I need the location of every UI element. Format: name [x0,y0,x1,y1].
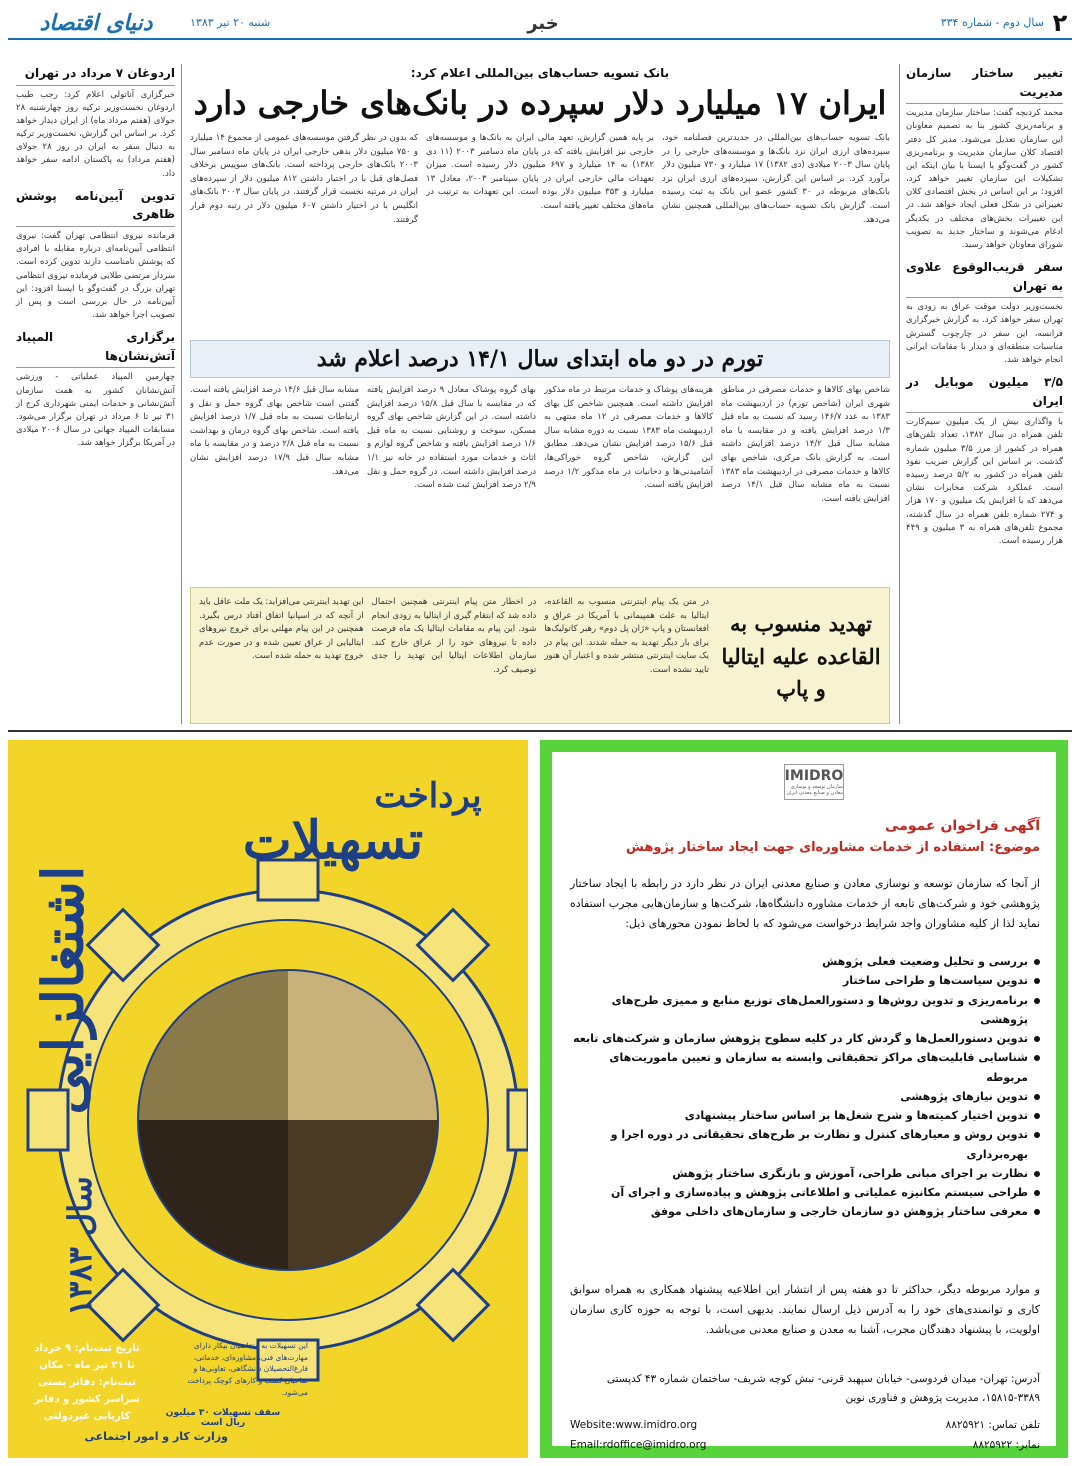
news-title: برگزاری المپیاد آتش‌نشان‌ها [16,328,175,368]
bullet-icon [1034,1113,1040,1119]
inflation-column: هزینه‌های پوشاک و خدمات مرتبط در ماه مذکور افزایش داشته است. همچنین شاخص کل بهای کالاها و خدمات مصرفی در ۱۲ ماه منتهی به اردیبهشت ماه ۱۳۸۳ نسبت به دوره مشابه سال قبل ۱۵/۶ درصد افزایش نشان می‌دهد. مطابق این گزارش، شاخص گروه خوراکی‌ها، آشامیدنی‌ها و دخانیات در ماه مذکور ۱/۲ درصد افزایش یافته است. [544,385,713,491]
list-item [570,1087,1040,1106]
news-body: خبرگزاری آناتولی اعلام کرد: رجب طیب اردوغان نخست‌وزیر ترکیه روز چهارشنبه ۲۸ جولای (هفتم مرداد ماه) از ایران دیدار خواهد کرد. بر اساس این گزارش، نخست‌وزیر ترکیه به دنبال سفر به ایران در روز ۲۸ جولای (هفتم مرداد) به پاکستان ادامه سفر خواهد داد. [16,89,175,179]
ad-title: آگهی فراخوان عمومی [885,818,1040,834]
ad-vertical-text: اشتغالزایی [31,865,97,1115]
threat-headline: تهدید منسوب به القاعده علیه ایتالیا و پاپ [721,611,881,702]
news-body: محمد کردبچه گفت: ساختار سازمان مدیریت و برنامه‌ریزی کشور بنا به تصمیم معاونان این سازمان تعدیل می‌شود. مدیر کل دفتر اقتصاد کلان سازمان مدیریت و برنامه‌ریزی کشور در گفت‌وگو با ایسنا با بیان اینکه این تشکیلات این سازمان تغییر خواهد کرد، افزود: بر این اساس در بخش اقتصادی کلان تغییراتی در شکل فعلی ایجاد خواهد شد. در این تغییرات بخش‌های مختلف در یکدیگر ادغام می‌شوند و ساختار جدید به تصویب شورای معاونان خواهد رسید. [906,108,1063,250]
list-item-text: نظارت بر اجرای مبانی طراحی، آموزش و بازنگری ساختار پژوهش [672,1166,1028,1180]
ad-fax: نمابر: ۸۸۲۵۹۲۲ [972,1438,1040,1451]
list-item [570,952,1040,971]
news-title: سفر قریب‌الوقوع علاوی به تهران [906,258,1063,298]
news-title: اردوغان ۷ مرداد در تهران [16,64,175,86]
list-item [570,1202,1040,1221]
bullet-icon [1034,1190,1040,1196]
inflation-column: بهای گروه پوشاک معادل ۹ درصد افزایش یافته که در مقایسه با سال قبل ۱۵/۸ درصد افزایش داشته است. در این گزارش شاخص بهای گروه مسکن، سوخت و روشنایی نسبت به ماه قبل ۱/۶ درصد افزایش یافته و شاخص گروه لوازم و اثاث و خدمات مورد استفاده در خانه نیز ۱/۱ درصد افزایش داشته است. در گروه حمل و نقل ۲/۹ درصد افزایش ثبت شده است. [367,385,536,491]
ad-subject: موضوع: استفاده از خدمات مشاوره‌ای جهت ایجاد ساختار پژوهش [625,840,1040,855]
list-item [570,1164,1040,1183]
bullet-icon [1034,978,1040,984]
issue-series: سال دوم - شماره ۳۳۴ [940,16,1044,29]
lead-column: بر پایه همین گزارش، تعهد مالی ایران به بانک‌ها و موسسه‌های خارجی نیز افزایش یافته که در پایان ماه دسامبر ۲۰۰۳ (۱۱ دی ۱۳۸۲) به ۱۴ میلیارد و ۶۹۷ میلیون دلار رسیده است. میزان تعهدات مالی خارجی ایران در پایان سپتامبر ۲۰۰۳، معادل ۱۳ میلیارد و ۳۵۳ میلیون دلار بوده است. این تعهدات به ترتیب در ماه‌های مختلف تغییر یافته است. [426,133,654,211]
bullet-icon [1034,1171,1040,1177]
ad-outro: و موارد مربوطه دیگر، حداکثر تا دو هفته پس از انتشار این اطلاعیه پیشنهاد همکاری به همراه سوابق کاری و توانمندی‌های خود را به آدرس ذیل ارسال نمایند. بدیهی است، با توجه به حوزه کاری سازمان اولویت، با پیشنهاد دهندگان مجرب، آشنا به معدن و صنایع معدنی می‌باشد. [570,1283,1040,1336]
ad-ministry: وزارت کار و امور اجتماعی [84,1430,228,1443]
list-item-text: تدوین نیازهای پژوهشی [900,1089,1028,1103]
ad-amount: سقف تسهیلات ۳۰ میلیون ریال است [165,1408,281,1428]
lead-column: که بدون در نظر گرفتن موسسه‌های عمومی از مجموع ۱۴ میلیارد و ۷۵۰ میلیون دلار بدهی خارجی ایران در پایان ماه دسامبر سال ۲۰۰۳ بانک‌های خارجی پرداخته است. بانک‌های سوییس برخلاف فصل‌های قبل با در اختیار داشتن ۸۱۲ میلیون دلار از سپرده‌های ایران در مرتبه نخست قرار گرفتند. در پایان سال ۲۰۰۳ بانک‌های انگلیس با در اختیار داشتن ۶۰۷ میلیون دلار در رتبه دوم قرار گرفتند. [190,133,418,225]
list-item-text: تدوین اختیار کمیته‌ها و شرح شغل‌ها بر اساس ساختار پیشنهادی [684,1109,1028,1122]
bullet-icon [1034,959,1040,965]
list-item-text: تدوین روش و معیارهای کنترل و نظارت بر طرح‌های تحقیقاتی در دوره اجرا و بهره‌برداری [610,1128,1028,1161]
list-item-text: تدوین سیاست‌ها و طراحی ساختار [842,974,1028,988]
list-item [570,991,1040,1030]
masthead-logo: دنیای اقتصاد [39,10,153,36]
ad-contact [570,1416,1040,1456]
news-title: تدوین آیین‌نامه پوشش ظاهری [16,187,175,227]
inflation-headline: تورم در دو ماه ابتدای سال ۱۴/۱ درصد اعلام شد [190,340,890,378]
list-item-text: برنامه‌ریزی و تدوین روش‌ها و دستورالعمل‌های توزیع منابع و ممیزی طرح‌های پژوهشی [611,993,1028,1026]
bullet-icon [1034,1132,1040,1138]
section-label: خبر [527,12,559,34]
ad-intro: از آنجا که سازمان توسعه و نوسازی معادن و صنایع معدنی ایران در نظر دارد در رابطه با ایجاد ساختار پژوهشی خود و شرکت‌های تابعه از خدمات مشاوره دانشگاه‌ها، شرکت‌ها و سازمان‌هایی مجرب استفاده نماید لذا از کلیه مشاوران واجد شرایط درخواست می‌شود که با لحاظ نمودن محورهای ذیل: [570,877,1040,930]
ad-headline-facilities: تسهیلات [242,810,424,871]
imidro-logo-text: IMIDRO [784,768,844,784]
bullet-icon [1034,1209,1040,1215]
list-item [570,1048,1040,1087]
inflation-column: مشابه سال قبل ۱۴/۶ درصد افزایش یافته است. گفتنی است شاخص بهای گروه حمل و نقل و ارتباطات نسبت به ماه قبل ۱/۷ درصد افزایش یافته است. شاخص بهای گروه درمان و بهداشت نسبت به ماه قبل ۲/۸ درصد و در مقایسه با ماه مشابه سال قبل ۱۷/۹ درصد افزایش نشان می‌دهد. [190,385,359,477]
lead-body [190,132,890,337]
news-body: با واگذاری بیش از یک میلیون سیم‌کارت تلفن همراه در سال ۱۳۸۲، تعداد تلفن‌های همراه در کشور از مرز ۳/۵ میلیون شماره گذشت. بر اساس این گزارش ضریب نفوذ تلفن همراه در کشور به ۵/۲ درصد رسیده است. عملکرد شرکت مخابرات نشان می‌دهد که با افزایش یک میلیون و ۱۷۰ هزار و ۲۷۴ شماره تلفن همراه در سال گذشته، مجموع تلفن‌های همراه به ۳ میلیون و ۴۴۹ هزار رسیده است. [906,417,1063,546]
photo-disc [138,970,438,1270]
lead-headline: ایران ۱۷ میلیارد دلار سپرده در بانک‌های خارجی دارد [193,84,887,122]
list-item-text: معرفی ساختار پژوهش دو سازمان خارجی و سازمان‌های داخلی موفق [650,1205,1028,1219]
ad-address: آدرس: تهران- میدان فردوسی- خیابان سپهبد قرنی- نبش کوچه شریف- ساختمان شماره ۴۳ کدپستی ۳۳۸۹-۱۵۸۱۵، مدیریت پژوهش و فناوری نوین [606,1373,1040,1404]
bullet-icon [1034,1036,1040,1042]
employment-ad [8,740,528,1458]
threat-column: این تهدید اینترنتی می‌افزاید: یک ملت عاقل باید از آنچه که در اسپانیا اتفاق افتاد درس بگیرد. همچنین در این پیام مهلتی برای خروج نیروهای ایتالیایی از عراق تعیین شده و در صورت عدم خروج تهدید به حمله شده است. [198,597,364,662]
bullet-icon [1034,998,1040,1004]
threat-body [199,596,709,716]
ad-registration: تاریخ ثبت‌نام: ۹ خرداد تا ۳۱ تیر ماه - مکان ثبت‌نام: دفاتر پستی سراسر کشور و دفاتر کاریابی غیردولتی [34,1343,140,1422]
inflation-body [190,384,890,580]
list-item-text: شناسایی قابلیت‌های مراکز تحقیقاتی وابسته به سازمان و تعیین ماموریت‌های مربوطه [609,1051,1028,1084]
list-item [570,1125,1040,1164]
threat-story-box [190,587,890,724]
imidro-logo [784,764,844,800]
imidro-ad [540,740,1068,1458]
list-item-text: تدوین دستورالعمل‌ها و گردش کار در کلیه سطوح پژوهش سازمان و شرکت‌های تابعه [573,1032,1028,1045]
list-item-text: طراحی سیستم مکانیزه عملیاتی و اطلاعاتی پژوهش و پیاده‌سازی و اجرای آن [610,1186,1028,1199]
list-item [570,971,1040,990]
ad-headline-pay: پرداخت [374,776,482,816]
inflation-column: شاخص بهای کالاها و خدمات مصرفی در مناطق شهری ایران (شاخص تورم) در اردیبهشت ماه ۱۳۸۳ به عدد ۱۴۶/۷ رسید که نسبت به ماه قبل ۱/۳ درصد افزایش یافته و در مقایسه با ماه مشابه سال قبل ۱۴/۲ درصد افزایش داشته است. به گزارش بانک مرکزی، شاخص بهای کالاها و خدمات مصرفی در اردیبهشت ماه ۱۳۸۳ نسبت به ماه مشابه سال قبل ۱۴/۱ درصد افزایش یافته است. [721,385,890,504]
ad-requirements-list [570,952,1040,1222]
news-body: فرمانده نیروی انتظامی تهران گفت: نیروی انتظامی آیین‌نامه‌ای درباره مقابله با افرادی که پوشش نامناسب دارند تدوین کرده است. سردار مرتضی طلایی فرمانده نیروی انتظامی تهران بزرگ در گفت‌وگو با ایسنا افزود: این آیین‌نامه در حال بررسی است و پس از تصویب اجرا خواهد شد. [16,230,175,321]
left-sidebar [10,64,182,724]
ad-vertical-title [31,850,97,1130]
ad-phone: تلفن تماس: ۸۸۲۵۹۲۱ [945,1419,1040,1431]
ad-year-text: سال ۱۳۸۳ [61,1176,100,1316]
list-item [570,1029,1040,1048]
threat-column: در اخطار متن پیام اینترنتی همچنین احتمال داده شد که انتقام گیری از ایتالیا به زودی انجام شود. این پیام به مقامات ایتالیا یک ماه فرصت داده تا نیروهای خود را از عراق خارج کند. سازمان اطلاعات ایتالیا این تهدید را جدی توصیف کرد. [371,597,537,675]
lead-kicker: بانک تسویه حساب‌های بین‌المللی اعلام کرد: [410,66,670,80]
news-body: نخست‌وزیر دولت موقت عراق به زودی به تهران سفر خواهد کرد. به گزارش خبرگزاری فرانسه، این سفر در چارچوب گسترش مناسبات منطقه‌ای و دیدار با مقامات ایرانی انجام خواهد شد. [906,302,1063,365]
list-item [570,1183,1040,1202]
issue-date: شنبه ۲۰ تیر ۱۳۸۳ [190,16,271,29]
imidro-logo-subtext: سازمان توسعه و نوسازی معادن و صنایع معدنی ایران [786,784,843,796]
lead-column: بانک تسویه حساب‌های بین‌المللی در جدیدترین فصلنامه خود، سپرده‌های ارزی ایران نزد بانک‌ها و موسسه‌های خارجی را در پایان سال ۲۰۰۳ میلادی (دی ۱۳۸۲) ۱۷ میلیارد و ۷۳۰ میلیون دلار برآورد کرد. بر اساس این گزارش، سپرده‌های ارزی ایران نزد بانک‌های مربوطه در ۳۰ کشور عضو این بانک به ثبت رسیده است. گزارش بانک تسویه حساب‌های بین‌المللی همچنین نشان می‌دهد. [662,133,890,225]
bullet-icon [1034,1055,1040,1061]
page-header [8,8,1072,40]
ad-year [30,1136,130,1356]
ad-small-text: این تسهیلات به متقاضیان بیکار دارای مهارت‌های فنی، مشاوره‌ای، خدماتی، فارغ‌التحصیلان دانشگاهی، تعاونی‌ها و صاحبان کسب و کارهای کوچک پرداخت می‌شود. [187,1341,308,1397]
news-body: چهارمین المپیاد عملیاتی - ورزشی آتش‌نشانان کشور به همت سازمان آتش‌نشانی و خدمات ایمنی شهرداری کرج از ۳۱ تیر تا ۶ مرداد در تهران برگزار می‌شود. مسابقات المپیاد جهانی در سال ۲۰۰۶ میلادی در آمریکا برگزار خواهد شد. [16,372,175,449]
list-item-text: بررسی و تحلیل وضعیت فعلی پژوهش [822,955,1028,968]
list-item [570,1106,1040,1125]
page-number: ۲ [1052,9,1068,37]
bullet-icon [1034,1094,1040,1100]
right-sidebar [899,64,1069,724]
section-divider [8,730,1072,732]
ad-email[interactable]: Email:rdoffice@imidro.org [570,1438,707,1451]
news-title: ۳/۵ میلیون موبایل در ایران [906,373,1063,413]
ad-website[interactable]: Website:www.imidro.org [570,1419,698,1431]
news-title: تغییر ساختار سازمان مدیریت [906,64,1063,104]
threat-column: در متن یک پیام اینترنتی منسوب به القاعده، ایتالیا به علت همپیمانی با آمریکا در عراق و افغانستان و پاپ «ژان پل دوم» رهبر کاتولیک‌ها برای بار دیگر تهدید به حمله شدند. این پیام در یک سایت اینترنتی منتشر شده و اعتبار آن هنوز تایید نشده است. [544,597,709,675]
